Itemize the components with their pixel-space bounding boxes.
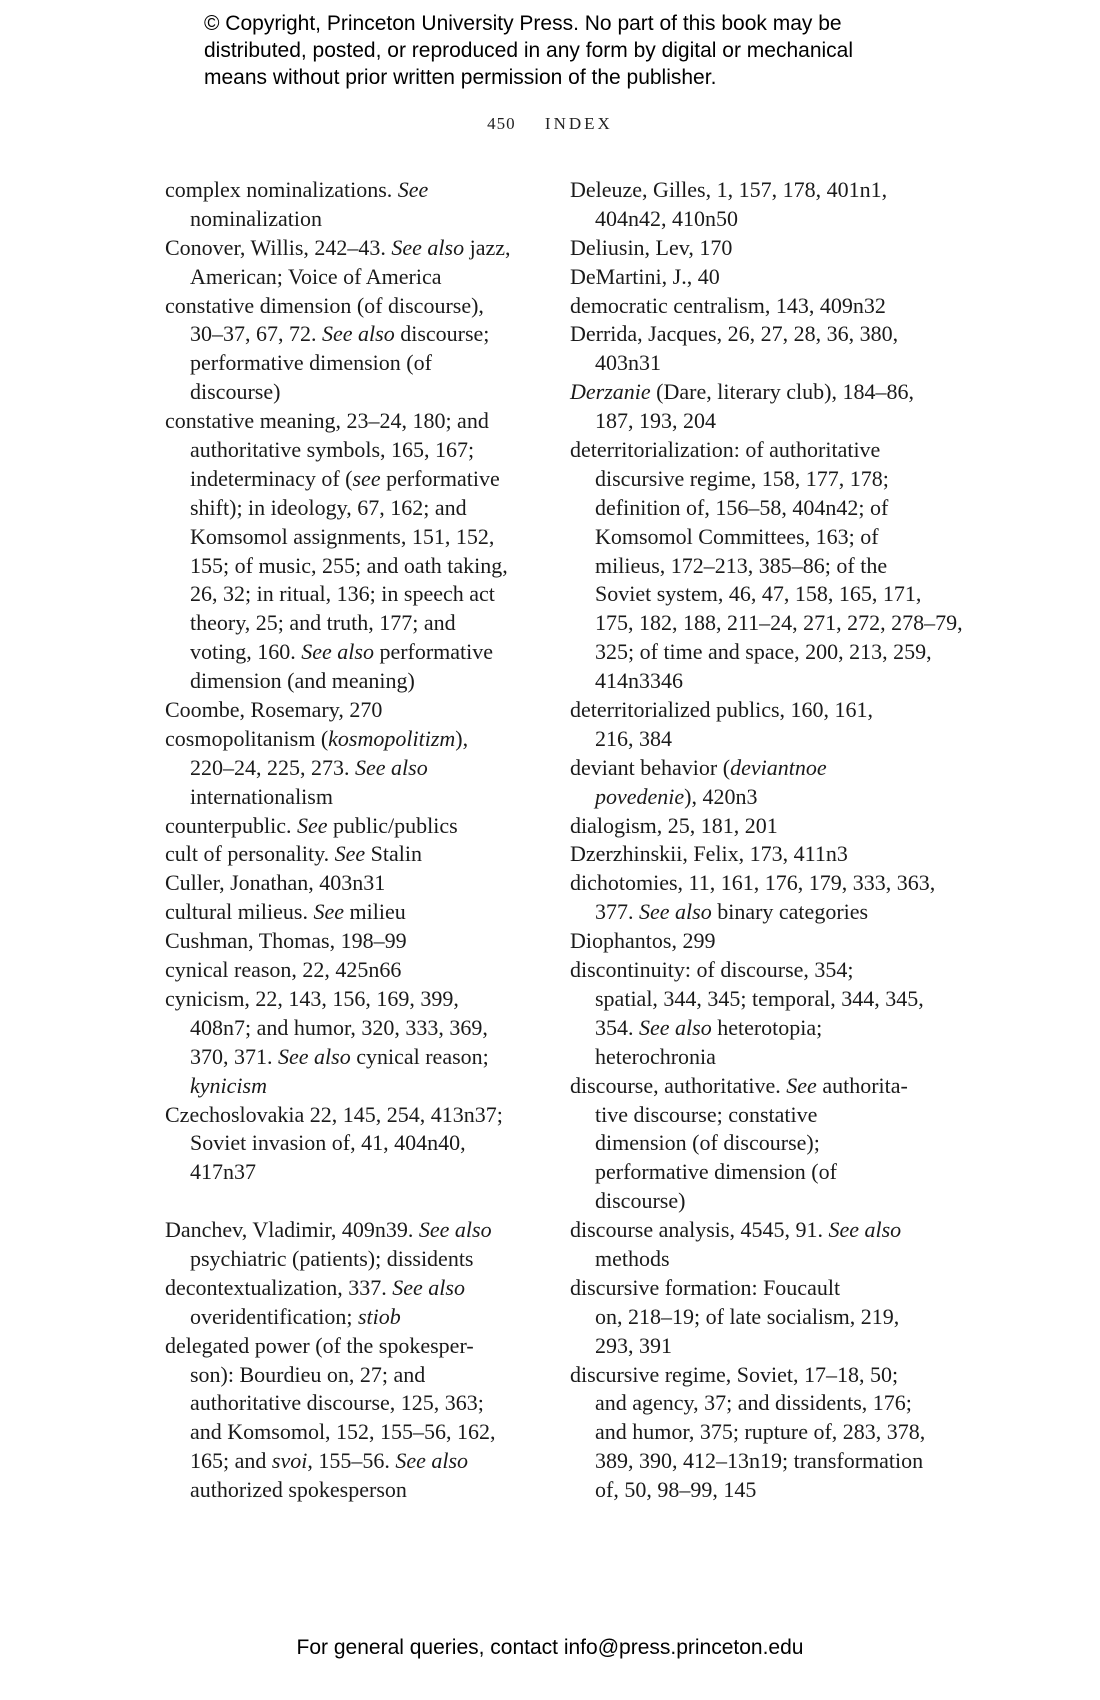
entry-text: 414n3346 — [595, 668, 683, 694]
page-number: 450 — [487, 114, 516, 133]
index-entry-continuation — [570, 638, 963, 667]
index-entry-continuation — [165, 1389, 511, 1418]
entry-text: cynical reason, 22, 425n66 — [165, 957, 402, 983]
italic-text: See also — [828, 1217, 902, 1243]
index-column-right — [570, 176, 963, 1505]
index-entry-continuation — [165, 465, 511, 494]
index-entry-continuation — [165, 1476, 511, 1505]
entry-text: theory, 25; and truth, 177; and — [190, 610, 456, 636]
italic-text: Derzanie — [570, 379, 651, 405]
index-entry-head — [570, 320, 963, 349]
italic-text: See also — [392, 1274, 465, 1300]
italic-text: See — [313, 899, 344, 925]
entry-text: son): Bourdieu on, 27; and — [190, 1361, 426, 1387]
italic-text: See also — [391, 234, 465, 260]
entry-text: discourse) — [595, 1188, 686, 1214]
index-entry-head — [165, 840, 511, 869]
entry-text: , 155–56. — [307, 1448, 396, 1474]
index-entry-head — [165, 725, 511, 754]
entry-text: discourse analysis, 4545, 91. — [570, 1217, 829, 1243]
entry-text: Komsomol assignments, 151, 152, — [190, 523, 495, 549]
index-entry-continuation — [165, 378, 511, 407]
index-entry-continuation — [165, 1158, 511, 1187]
copyright-line: distributed, posted, or reproduced in any form by digital or mechanical — [204, 39, 854, 62]
entry-text: jazz, — [464, 234, 511, 260]
index-entry-head — [570, 176, 963, 205]
entry-text: dimension (and meaning) — [190, 668, 415, 694]
index-entry-head — [165, 812, 511, 841]
entry-text: 417n37 — [190, 1159, 256, 1185]
entry-text: deterritorialization: of authoritative — [570, 437, 881, 463]
entry-text: 354. — [595, 1014, 639, 1040]
entry-text: DeMartini, J., 40 — [570, 263, 720, 289]
entry-text: Komsomol Committees, 163; of — [595, 523, 879, 549]
entry-text: Soviet invasion of, 41, 404n40, — [190, 1130, 466, 1156]
entry-text: democratic centralism, 143, 409n32 — [570, 292, 886, 318]
entry-text: delegated power (of the spokesper- — [165, 1332, 474, 1358]
index-entry-continuation — [165, 494, 511, 523]
entry-text: performative — [380, 465, 500, 491]
entry-text: 370, 371. — [190, 1043, 278, 1069]
index-entry-continuation — [570, 1129, 963, 1158]
entry-text: counterpublic. — [165, 812, 297, 838]
entry-text: authoritative discourse, 125, 363; — [190, 1390, 484, 1416]
index-entry-continuation — [165, 754, 511, 783]
entry-text: ), — [455, 725, 469, 751]
entry-text: Soviet system, 46, 47, 158, 165, 171, — [595, 581, 922, 607]
entry-text: cult of personality. — [165, 841, 335, 867]
index-entry-continuation — [165, 1129, 511, 1158]
entry-text: 30–37, 67, 72. — [190, 321, 322, 347]
entry-text: tive discourse; constative — [595, 1101, 818, 1127]
entry-text: on, 218–19; of late socialism, 219, — [595, 1303, 900, 1329]
index-entry-continuation — [165, 580, 511, 609]
index-entry-head — [570, 927, 963, 956]
entry-text: 325; of time and space, 200, 213, 259, — [595, 639, 932, 665]
index-entry-continuation — [570, 898, 963, 927]
entry-text: performative dimension (of — [595, 1159, 837, 1185]
index-entry-continuation — [570, 1043, 963, 1072]
italic-text: see — [352, 465, 381, 491]
entry-text: ), 420n3 — [684, 783, 758, 809]
index-entry-head — [570, 263, 963, 292]
italic-text: See — [397, 177, 429, 202]
italic-text: See also — [355, 754, 428, 780]
entry-text: discourse) — [190, 379, 281, 405]
entry-text: binary categories — [711, 899, 869, 925]
entry-text: and Komsomol, 152, 155–56, 162, — [190, 1419, 496, 1445]
italic-text: See also — [639, 1014, 712, 1040]
entry-text: and agency, 37; and dissidents, 176; — [595, 1390, 912, 1416]
entry-text: 187, 193, 204 — [595, 408, 716, 434]
italic-text: svoi — [271, 1448, 308, 1474]
index-entry-head — [165, 1101, 511, 1130]
entry-text: Coombe, Rosemary, 270 — [165, 697, 383, 723]
entry-text: Cushman, Thomas, 198–99 — [165, 928, 407, 954]
index-entry-head — [570, 292, 963, 321]
index-entry-continuation — [570, 523, 963, 552]
entry-text: discursive formation: Foucault — [570, 1274, 841, 1300]
section-title: INDEX — [544, 114, 613, 133]
entry-text: constative dimension (of discourse), — [165, 292, 484, 318]
index-entry-continuation — [165, 1303, 511, 1332]
entry-text: voting, 160. — [190, 639, 302, 665]
entry-text: overidentification; — [190, 1303, 358, 1329]
index-entry-head — [570, 1072, 963, 1101]
index-entry-head — [570, 234, 963, 263]
entry-text: discursive regime, Soviet, 17–18, 50; — [570, 1361, 899, 1387]
entry-text: authoritative symbols, 165, 167; — [190, 437, 475, 463]
index-entry-head — [165, 176, 511, 205]
index-entry-head — [570, 436, 963, 465]
entry-text: milieus, 172–213, 385–86; of the — [595, 552, 888, 578]
entry-text: internationalism — [190, 783, 333, 809]
entry-text: performative — [373, 639, 494, 665]
index-entry-continuation — [570, 1389, 963, 1418]
index-entry-head — [570, 1361, 963, 1390]
index-entry-continuation — [165, 667, 511, 696]
index-entry-continuation — [165, 436, 511, 465]
index-entry-continuation — [570, 465, 963, 494]
index-entry-head — [165, 1216, 511, 1245]
index-entry-continuation — [570, 580, 963, 609]
index-entry-head — [570, 869, 963, 898]
entry-text: Dzerzhinskii, Felix, 173, 411n3 — [570, 841, 848, 867]
index-entry-continuation — [165, 320, 511, 349]
italic-text: stiob — [358, 1303, 401, 1329]
index-entry-continuation — [165, 552, 511, 581]
index-entry-continuation — [570, 725, 963, 754]
italic-text: kosmopolitizm — [328, 725, 456, 751]
copyright-line: © Copyright, Princeton University Press. No part of this book may be — [204, 12, 842, 35]
entry-text: dimension (of discourse); — [595, 1130, 820, 1156]
entry-text: cosmopolitanism ( — [165, 725, 329, 751]
index-entry-head — [570, 378, 963, 407]
index-entry-continuation — [165, 1418, 511, 1447]
entry-text: American; Voice of America — [190, 263, 442, 289]
entry-text: performative dimension (of — [190, 350, 432, 376]
index-entry-continuation — [570, 494, 963, 523]
index-entry-head — [570, 956, 963, 985]
entry-text: discontinuity: of discourse, 354; — [570, 957, 854, 983]
index-entry-continuation — [570, 1476, 963, 1505]
entry-text: decontextualization, 337. — [165, 1274, 393, 1300]
index-entry-continuation — [570, 1245, 963, 1274]
italic-text: See also — [395, 1448, 469, 1474]
index-entry-continuation — [165, 609, 511, 638]
index-entry-continuation — [570, 1158, 963, 1187]
index-entry-continuation — [570, 552, 963, 581]
index-entry-continuation — [570, 205, 963, 234]
index-entry-continuation — [165, 1014, 511, 1043]
index-entry-continuation — [165, 205, 511, 234]
italic-text: See also — [322, 321, 395, 347]
copyright-line: means without prior written permission of the publisher. — [204, 66, 717, 89]
entry-text: dialogism, 25, 181, 201 — [570, 812, 778, 838]
index-entry-continuation — [165, 349, 511, 378]
index-entry-head — [165, 1274, 511, 1303]
index-entry-continuation — [165, 263, 511, 292]
index-entry-continuation — [570, 609, 963, 638]
entry-text: 293, 391 — [595, 1332, 672, 1358]
index-entry-head — [570, 1274, 963, 1303]
index-entry-head — [570, 696, 963, 725]
index-entry-head — [570, 840, 963, 869]
index-entry-head — [165, 292, 511, 321]
entry-text: indeterminacy of ( — [190, 465, 353, 491]
entry-text: discursive regime, 158, 177, 178; — [595, 465, 889, 491]
entry-text: deterritorialized publics, 160, 161, — [570, 697, 874, 723]
index-entry-continuation — [165, 1245, 511, 1274]
entry-text: Czechoslovakia 22, 145, 254, 413n37; — [165, 1101, 503, 1127]
entry-text: cynical reason; — [350, 1043, 489, 1069]
index-entry-head — [165, 898, 511, 927]
index-entry-continuation — [165, 1361, 511, 1390]
index-entry-continuation — [570, 1101, 963, 1130]
index-column-left — [165, 176, 511, 1505]
entry-text: deviant behavior ( — [570, 754, 731, 780]
entry-text: authorized spokesperson — [190, 1477, 407, 1503]
entry-text: 404n42, 410n50 — [595, 205, 738, 231]
entry-text: complex nominalizations. — [165, 177, 398, 202]
entry-spacer — [165, 1187, 511, 1216]
entry-text: 403n31 — [595, 350, 661, 376]
index-entry-continuation — [165, 1043, 511, 1072]
entry-text: Culler, Jonathan, 403n31 — [165, 870, 386, 896]
index-entry-continuation — [570, 1447, 963, 1476]
index-entry-continuation — [570, 349, 963, 378]
copyright-notice — [204, 10, 853, 91]
entry-text: and humor, 375; rupture of, 283, 378, — [595, 1419, 926, 1445]
entry-text: Danchev, Vladimir, 409n39. — [165, 1217, 419, 1243]
entry-text: milieu — [344, 899, 406, 925]
entry-text: heterotopia; — [711, 1014, 823, 1040]
entry-text: constative meaning, 23–24, 180; and — [165, 408, 489, 434]
index-entry-continuation — [165, 1072, 511, 1101]
index-entry-head — [165, 1332, 511, 1361]
index-entry-head — [165, 869, 511, 898]
italic-text: See also — [278, 1043, 351, 1069]
entry-text: public/publics — [327, 812, 458, 838]
entry-text: spatial, 344, 345; temporal, 344, 345, — [595, 985, 924, 1011]
index-entry-continuation — [165, 638, 511, 667]
entry-text: psychiatric (patients); dissidents — [190, 1245, 474, 1271]
entry-text: shift); in ideology, 67, 162; and — [190, 494, 467, 520]
index-entry-head — [165, 234, 511, 263]
entry-text: 408n7; and humor, 320, 333, 369, — [190, 1014, 488, 1040]
italic-text: povedenie — [595, 783, 685, 809]
italic-text: See also — [301, 639, 374, 665]
index-entry-continuation — [570, 1418, 963, 1447]
entry-text: of, 50, 98–99, 145 — [595, 1477, 757, 1503]
index-entry-continuation — [570, 985, 963, 1014]
entry-text: Diophantos, 299 — [570, 928, 716, 954]
footer-contact: For general queries, contact info@press.princeton.edu — [296, 1636, 804, 1659]
entry-text: Derrida, Jacques, 26, 27, 28, 36, 380, — [570, 321, 899, 347]
entry-text: methods — [595, 1245, 670, 1271]
index-entry-continuation — [570, 1332, 963, 1361]
index-entry-head — [165, 956, 511, 985]
italic-text: deviantnoe — [730, 754, 827, 780]
entry-text: cultural milieus. — [165, 899, 314, 925]
index-entry-head — [165, 985, 511, 1014]
entry-text: dichotomies, 11, 161, 176, 179, 333, 363, — [570, 870, 936, 896]
entry-text: discourse, authoritative. — [570, 1072, 787, 1098]
entry-text: definition of, 156–58, 404n42; of — [595, 494, 889, 520]
entry-text: 175, 182, 188, 211–24, 271, 272, 278–79, — [595, 610, 963, 636]
index-entry-continuation — [570, 407, 963, 436]
entry-text: nominalization — [190, 205, 322, 231]
index-entry-continuation — [165, 1447, 511, 1476]
index-entry-continuation — [570, 667, 963, 696]
entry-text: 220–24, 225, 273. — [190, 754, 355, 780]
index-entry-continuation — [570, 1303, 963, 1332]
index-entry-head — [165, 696, 511, 725]
entry-text: 165; and — [190, 1448, 272, 1474]
italic-text: See — [296, 812, 328, 838]
index-entry-continuation — [165, 783, 511, 812]
index-entry-head — [570, 754, 963, 783]
entry-text: cynicism, 22, 143, 156, 169, 399, — [165, 985, 459, 1011]
italic-text: See also — [639, 899, 712, 925]
entry-text: 155; of music, 255; and oath taking, — [190, 552, 508, 578]
entry-text: 216, 384 — [595, 725, 672, 751]
running-header — [0, 114, 1100, 134]
index-entry-head — [165, 927, 511, 956]
index-entry-continuation — [570, 1187, 963, 1216]
entry-text: 389, 390, 412–13n19; transformation — [595, 1448, 924, 1474]
entry-text: Deliusin, Lev, 170 — [570, 234, 733, 260]
italic-text: See also — [418, 1217, 492, 1243]
entry-text: authorita- — [816, 1072, 908, 1098]
entry-text: 377. — [595, 899, 639, 925]
italic-text: See — [334, 841, 366, 867]
italic-text: See — [786, 1072, 817, 1098]
entry-text: discourse; — [394, 321, 490, 347]
entry-text: Stalin — [365, 841, 423, 867]
index-entry-continuation — [570, 1014, 963, 1043]
entry-text: Deleuze, Gilles, 1, 157, 178, 401n1, — [570, 177, 888, 202]
index-entry-head — [165, 407, 511, 436]
index-entry-head — [570, 1216, 963, 1245]
entry-text: 26, 32; in ritual, 136; in speech act — [190, 581, 495, 607]
entry-text: heterochronia — [595, 1043, 716, 1069]
index-entry-head — [570, 812, 963, 841]
italic-text: kynicism — [190, 1072, 267, 1098]
index-entry-continuation — [165, 523, 511, 552]
entry-text: Conover, Willis, 242–43. — [165, 234, 392, 260]
index-entry-continuation — [570, 783, 963, 812]
entry-text: (Dare, literary club), 184–86, — [650, 379, 914, 405]
